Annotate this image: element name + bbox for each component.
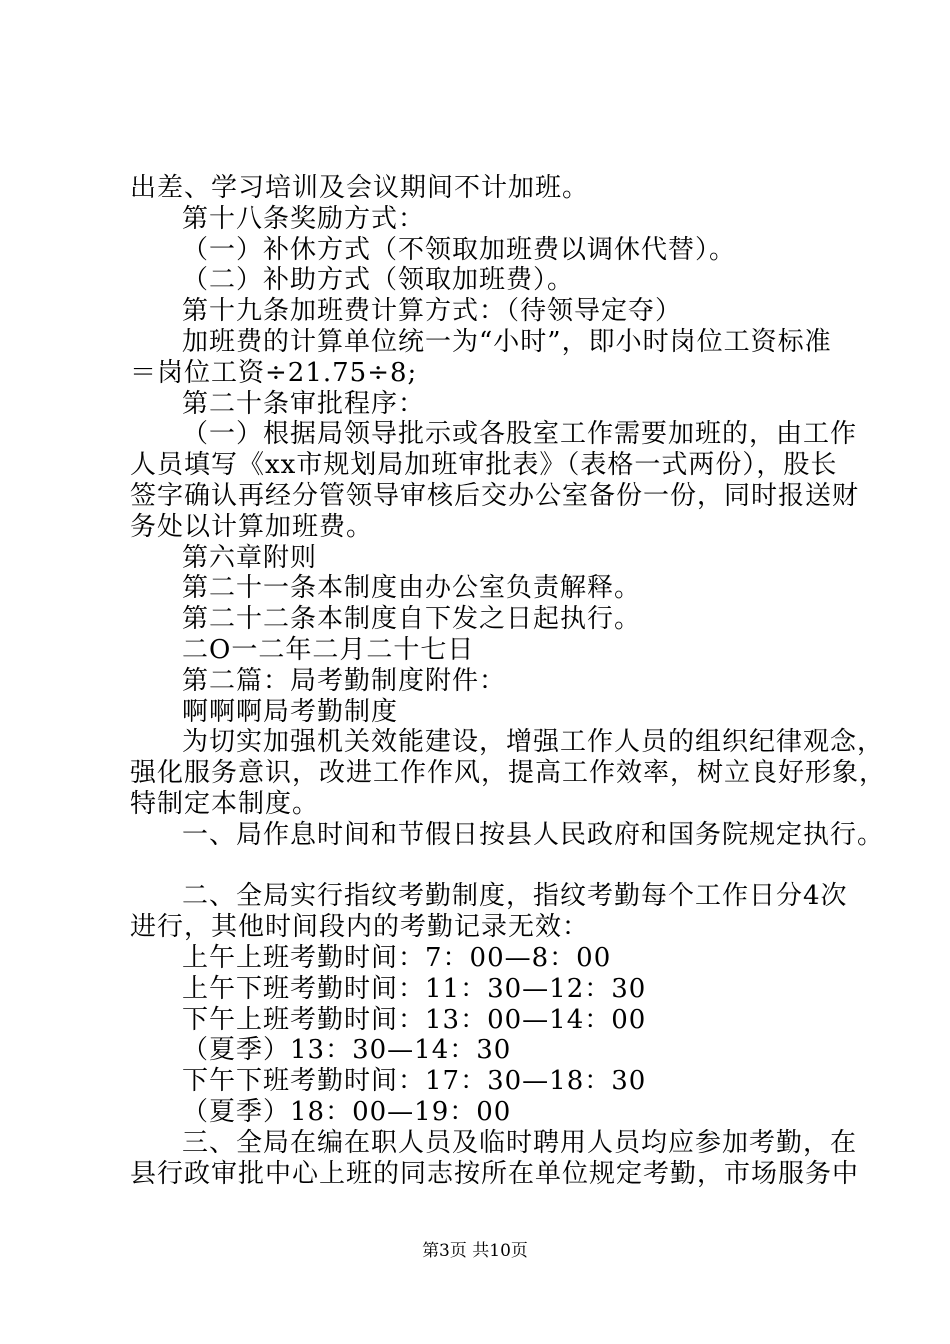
text-line: （夏季）18：00—19：00: [182, 1096, 512, 1127]
text-line: 上午上班考勤时间：7：00—8：00: [182, 942, 612, 973]
text-line: 上午下班考勤时间：11：30—12：30: [182, 973, 647, 1004]
text-line: 下午下班考勤时间：17：30—18：30: [182, 1066, 647, 1097]
text-line: 进行，其他时间段内的考勤记录无效：: [130, 912, 590, 943]
text-line: 二、全局实行指纹考勤制度，指纹考勤每个工作日分4次: [182, 881, 848, 912]
text-line: 第十八条奖励方式：: [182, 203, 426, 234]
text-line: 强化服务意识，改进工作作风，提高工作效率，树立良好形象，: [130, 758, 887, 789]
text-line: 第二十条审批程序：: [182, 388, 426, 419]
text-line: 加班费的计算单位统一为“小时”，即小时岗位工资标准: [182, 326, 832, 357]
text-line: 特制定本制度。: [130, 788, 320, 819]
text-line: 人员填写《xx市规划局加班审批表》（表格一式两份），股长: [130, 450, 838, 481]
text-line: 务处以计算加班费。: [130, 511, 374, 542]
text-line: （一）补休方式（不领取加班费以调休代替）。: [182, 234, 737, 265]
text-line: 第二十二条本制度自下发之日起执行。: [182, 604, 642, 635]
text-line: 第六章附则: [182, 542, 318, 573]
text-line: 签字确认再经分管领导审核后交办公室备份一份，同时报送财: [130, 480, 860, 511]
text-line: 第十九条加班费计算方式：（待领导定夺）: [182, 296, 683, 327]
text-line: ＝岗位工资÷21.75÷8;: [130, 357, 418, 388]
text-line: 下午上班考勤时间：13：00—14：00: [182, 1004, 647, 1035]
text-line: 三、全局在编在职人员及临时聘用人员均应参加考勤，在: [182, 1127, 858, 1158]
page-number: 第3页 共10页: [422, 1241, 528, 1261]
blank-line: [130, 851, 850, 882]
text-line: 县行政审批中心上班的同志按所在单位规定考勤，市场服务中: [130, 1158, 860, 1189]
text-line: 一、局作息时间和节假日按县人民政府和国务院规定执行。: [182, 819, 885, 850]
document-body: [130, 173, 887, 1189]
text-line: 第二篇：局考勤制度附件：: [182, 665, 507, 696]
text-line: 啊啊啊局考勤制度: [182, 696, 399, 727]
text-line: （二）补助方式（领取加班费）。: [182, 265, 575, 296]
text-line: 二O一二年二月二十七日: [182, 634, 475, 665]
text-line: （夏季）13：30—14：30: [182, 1035, 512, 1066]
text-line: （一）根据局领导批示或各股室工作需要加班的，由工作: [182, 419, 858, 450]
text-line: 第二十一条本制度由办公室负责解释。: [182, 573, 642, 604]
text-line: 出差、学习培训及会议期间不计加班。: [130, 173, 590, 203]
text-line: 为切实加强机关效能建设，增强工作人员的组织纪律观念，: [182, 727, 885, 758]
